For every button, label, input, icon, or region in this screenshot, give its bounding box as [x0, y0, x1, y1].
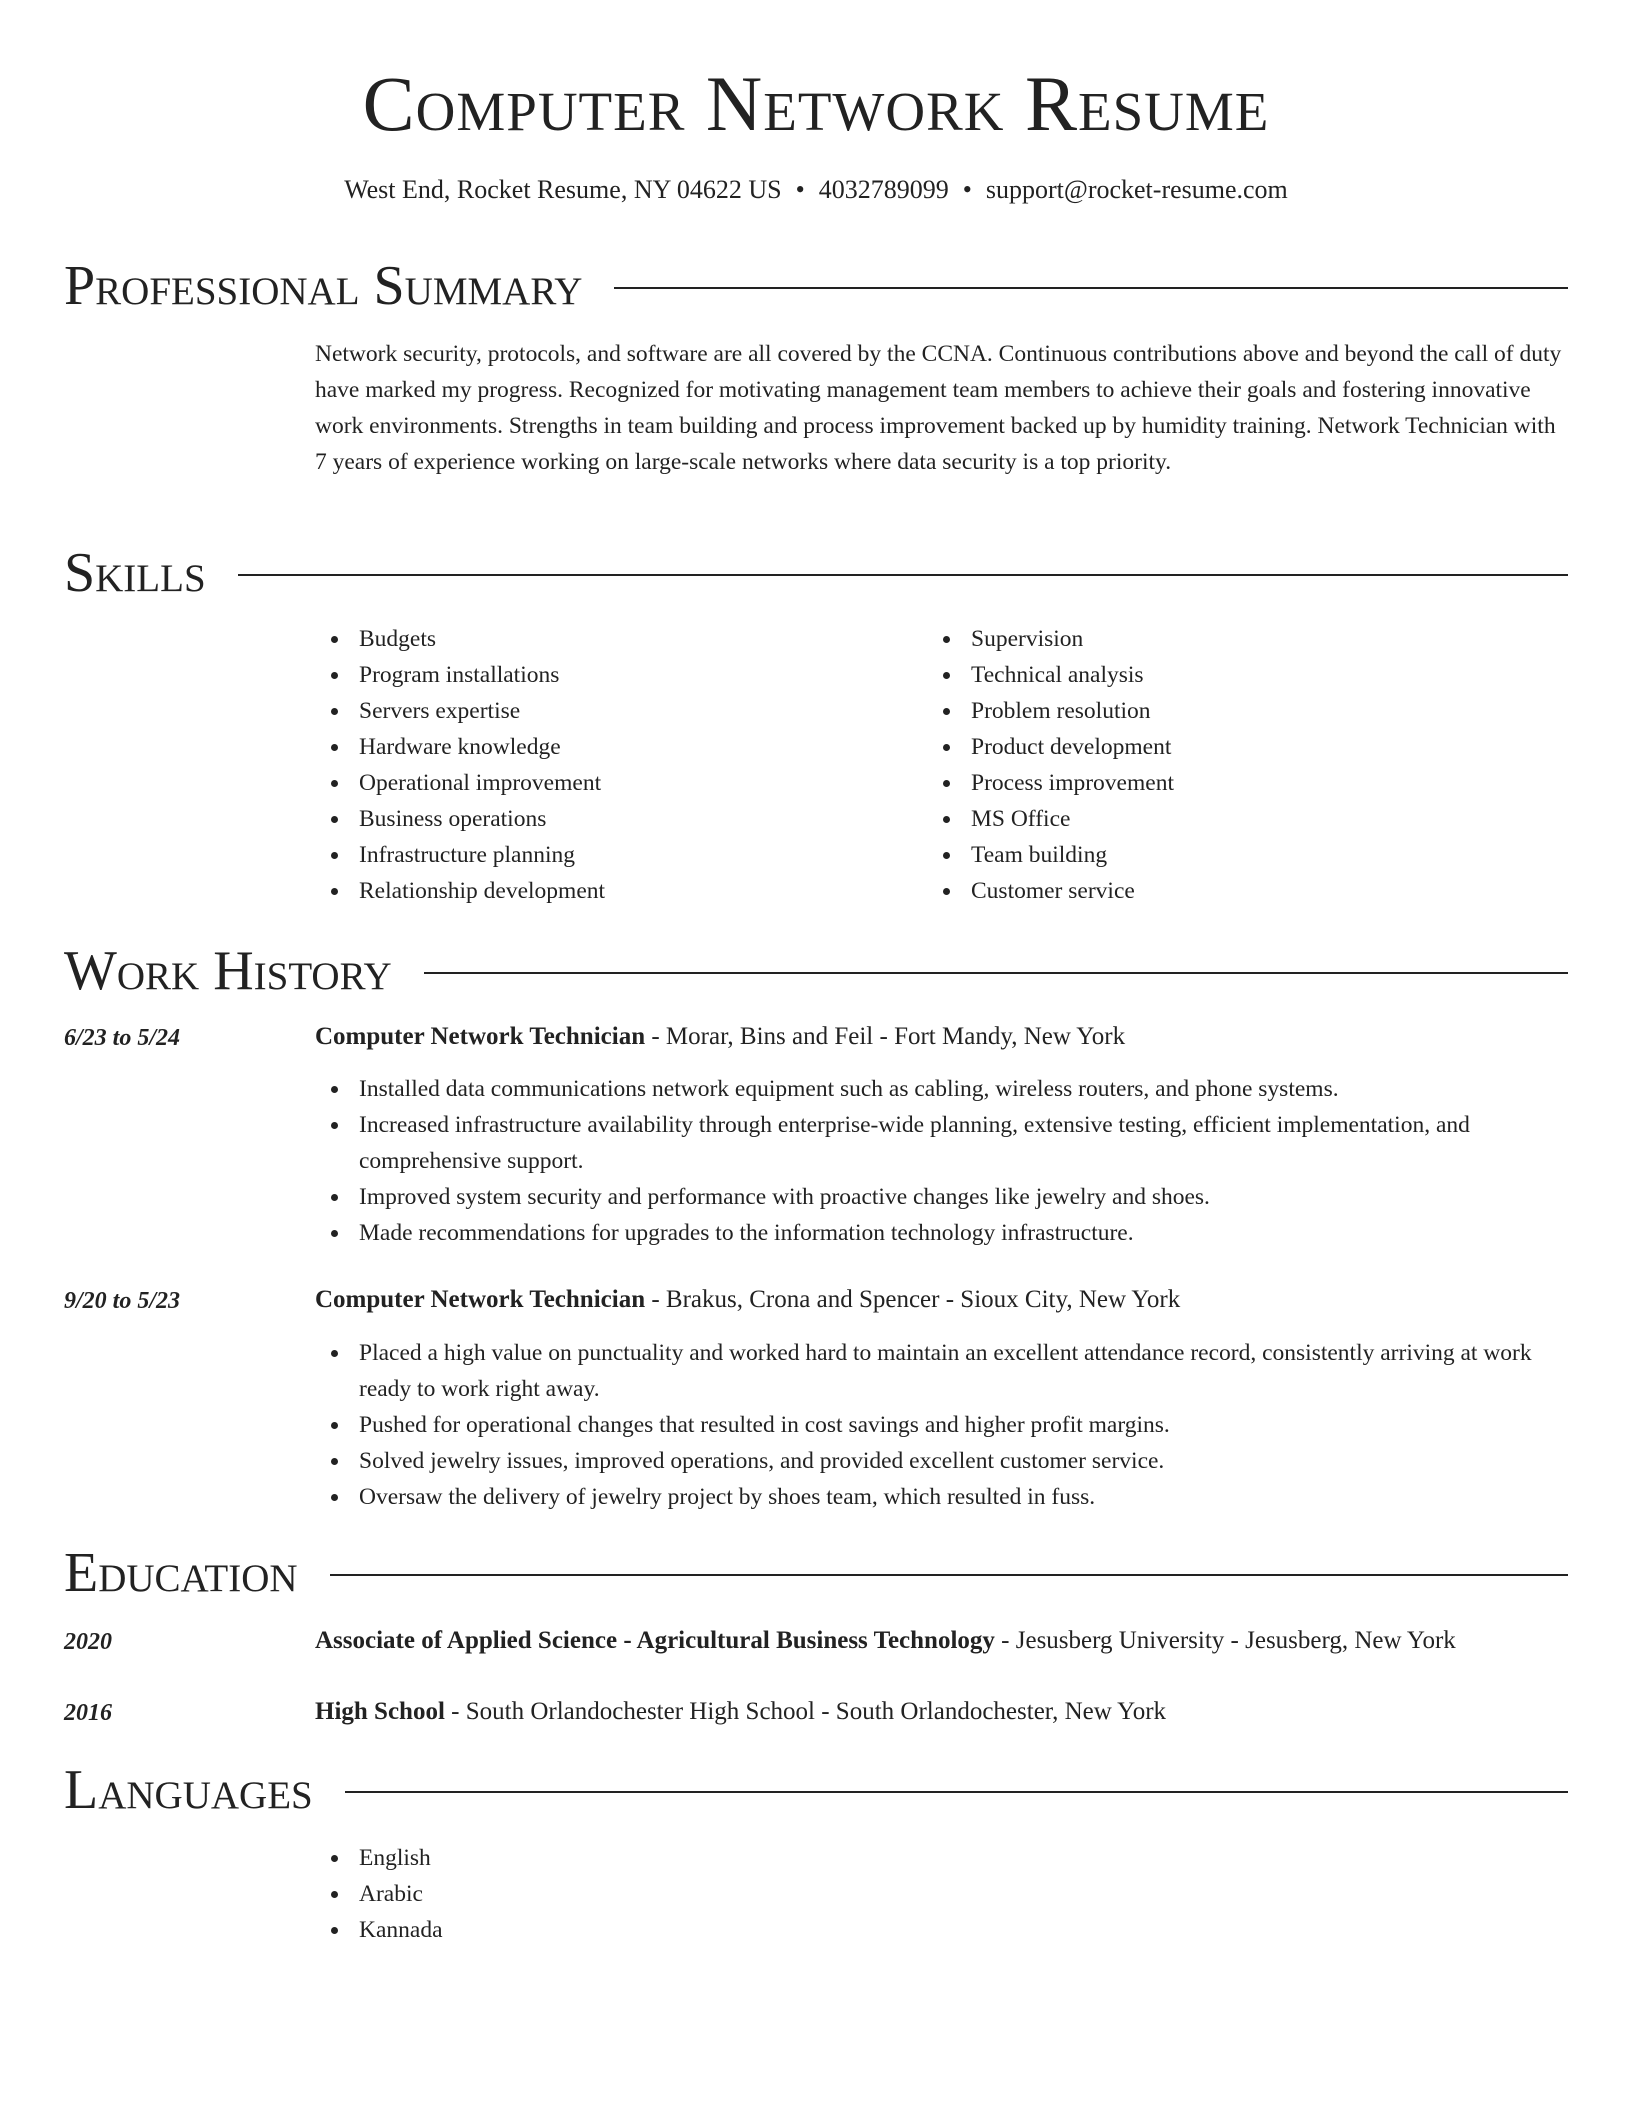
education-year: 2020 [64, 1629, 112, 1655]
skill-item: Process improvement [927, 765, 1527, 801]
job-details: - Brakus, Crona and Spencer - Sioux City, New York [645, 1286, 1181, 1313]
skill-item: Hardware knowledge [315, 729, 915, 765]
work-heading: Work History [64, 940, 392, 1002]
skill-item: Program installations [315, 657, 915, 693]
skills-right-column [927, 621, 1527, 909]
skill-item: Business operations [315, 801, 915, 837]
job-title: Computer Network Technician [315, 1023, 646, 1050]
job-header [315, 1282, 1568, 1318]
section-divider [238, 574, 1568, 576]
contact-email: support@rocket-resume.com [985, 175, 1288, 204]
skills-left-column [315, 621, 915, 909]
section-divider [614, 287, 1568, 289]
skill-item: Budgets [315, 621, 915, 657]
contact-address: West End, Rocket Resume, NY 04622 US [344, 175, 782, 204]
education-details: - South Orlandochester High School - South Orlandochester, New York [444, 1698, 1167, 1725]
section-divider [330, 1574, 1568, 1576]
summary-text: Network security, protocols, and software are all covered by the CCNA. Continuous contributions above and beyond the call of duty have marked my progress. Recognized for motivating management team members to achieve their goals and fostering innovative work environments. Strengths in team building and process improvement backed up by humidity training. Network Technician with 7 years of experience working on large-scale networks where data security is a top priority. [315, 341, 1562, 475]
contact-separator: • [962, 175, 972, 204]
summary-heading: Professional Summary [64, 255, 583, 317]
skill-item: Product development [927, 729, 1527, 765]
skill-item: Team building [927, 837, 1527, 873]
job-bullet: Increased infrastructure availability through enterprise-wide planning, extensive testing, efficient implementation, and comprehensive support. [315, 1107, 1568, 1179]
summary-section-header [64, 251, 1568, 321]
job-dates: 6/23 to 5/24 [64, 1025, 181, 1051]
language-item: Arabic [315, 1876, 1568, 1912]
job-bullet: Pushed for operational changes that resulted in cost savings and higher profit margins. [315, 1407, 1568, 1443]
skill-item: Relationship development [315, 873, 915, 909]
skill-item: Operational improvement [315, 765, 915, 801]
job-bullet: Placed a high value on punctuality and worked hard to maintain an excellent attendance record, consistently arriving at work ready to work right away. [315, 1335, 1568, 1407]
job-bullet: Made recommendations for upgrades to the information technology infrastructure. [315, 1215, 1568, 1251]
job-bullet: Oversaw the delivery of jewelry project by shoes team, which resulted in fuss. [315, 1479, 1568, 1515]
job-title: Computer Network Technician [315, 1286, 646, 1313]
work-section-header [64, 936, 1568, 1006]
education-degree: High School [315, 1698, 445, 1725]
skill-item: Customer service [927, 873, 1527, 909]
job-bullets [315, 1335, 1568, 1515]
education-entry [315, 1694, 1568, 1730]
job-dates: 9/20 to 5/23 [64, 1288, 181, 1314]
education-entry [315, 1623, 1568, 1659]
job-bullet: Improved system security and performance with proactive changes like jewelry and shoes. [315, 1179, 1568, 1215]
skill-item: Supervision [927, 621, 1527, 657]
section-divider [345, 1791, 1568, 1793]
skills-section-header [64, 538, 1568, 608]
education-year: 2016 [64, 1700, 112, 1726]
skill-item: Technical analysis [927, 657, 1527, 693]
contact-line [64, 172, 1568, 208]
skill-item: Infrastructure planning [315, 837, 915, 873]
languages-heading: Languages [64, 1759, 313, 1821]
skill-item: MS Office [927, 801, 1527, 837]
skill-item: Servers expertise [315, 693, 915, 729]
job-bullet: Installed data communications network equipment such as cabling, wireless routers, and phone systems. [315, 1071, 1568, 1107]
languages-list [315, 1840, 1568, 1948]
job-header [315, 1019, 1568, 1055]
contact-phone: 4032789099 [818, 175, 949, 204]
section-divider [424, 972, 1568, 974]
education-details: - Jesusberg University - Jesusberg, New York [994, 1627, 1456, 1654]
language-item: Kannada [315, 1912, 1568, 1948]
job-bullet: Solved jewelry issues, improved operations, and provided excellent customer service. [315, 1443, 1568, 1479]
language-item: English [315, 1840, 1568, 1876]
job-details: - Morar, Bins and Feil - Fort Mandy, New York [645, 1023, 1126, 1050]
resume-title: Computer Network Resume [362, 60, 1270, 147]
skills-heading: Skills [64, 542, 206, 604]
languages-section-header [64, 1755, 1568, 1825]
education-heading: Education [64, 1542, 298, 1604]
skill-item: Problem resolution [927, 693, 1527, 729]
education-degree: Associate of Applied Science - Agricultural Business Technology [315, 1627, 995, 1654]
contact-separator: • [795, 175, 805, 204]
job-bullets [315, 1071, 1568, 1251]
education-section-header [64, 1538, 1568, 1608]
